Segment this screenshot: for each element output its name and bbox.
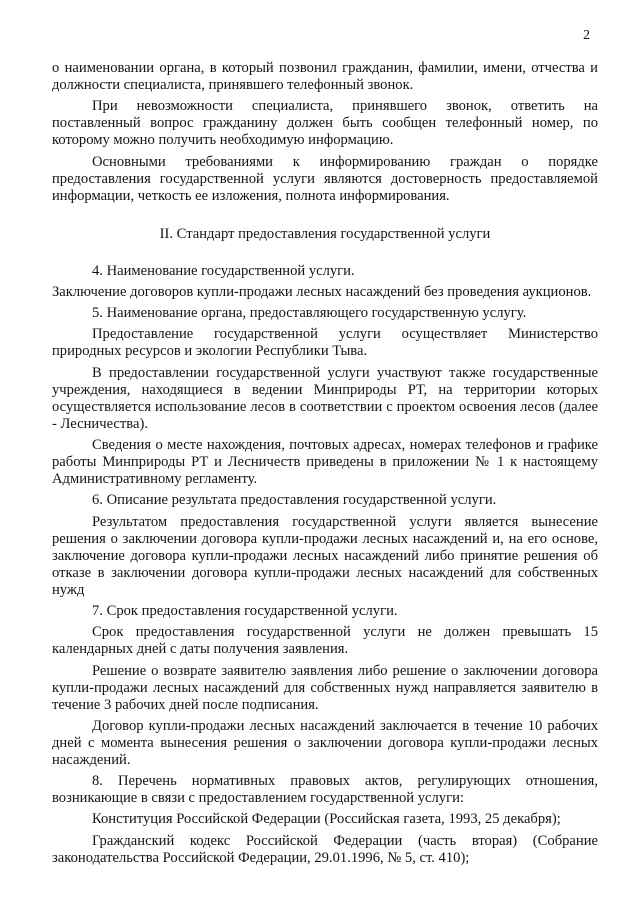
paragraph: Результатом предоставления государственной услуги является вынесение решения о заключении договора купли-продажи лесных насаждений и, на его основе, заключение договора купли-продажи лесных насаждений либо принятие решения об отказе в заключении договора купли-продажи лесных насаждений для собственных нужд <box>52 513 598 598</box>
paragraph: Конституция Российской Федерации (Российская газета, 1993, 25 декабря); <box>92 811 561 828</box>
paragraph: Решение о возврате заявителю заявления либо решение о заключении договора купли-продажи лесных насаждений для собственных нужд направляется заявителю в течение 3 рабочих дней после подписания. <box>52 662 598 713</box>
page-number: 2 <box>583 28 590 43</box>
paragraph: о наименовании органа, в который позвонил гражданин, фамилии, имени, отчества и должности специалиста, принявшего телефонный звонок. <box>52 60 598 93</box>
document-body <box>52 60 598 871</box>
paragraph: 6. Описание результата предоставления государственной услуги. <box>92 492 497 509</box>
paragraph: В предоставлении государственной услуги участвуют также государственные учреждения, находящиеся в ведении Минприроды РТ, на территории которых осуществляется использование лесов в соответствии с проектом освоения лесов (далее - Лесничества). <box>52 364 598 432</box>
paragraph: Договор купли-продажи лесных насаждений заключается в течение 10 рабочих дней с момента вынесения решения о заключении договора купли-продажи лесных насаждений. <box>52 717 598 768</box>
intro-paragraphs <box>52 60 598 205</box>
paragraph: Гражданский кодекс Российской Федерации (часть вторая) (Собрание законодательства Российской Федерации, 29.01.1996, № 5, ст. 410); <box>52 832 598 866</box>
paragraph: Срок предоставления государственной услуги не должен превышать 15 календарных дней с даты получения заявления. <box>52 624 598 658</box>
paragraph: Сведения о месте нахождения, почтовых адресах, номерах телефонов и графике работы Минприроды РТ и Лесничеств приведены в приложении № 1 к настоящему Административному регламенту. <box>52 437 598 488</box>
paragraph: Заключение договоров купли-продажи лесных насаждений без проведения аукционов. <box>52 283 592 300</box>
paragraph: При невозможности специалиста, принявшего звонок, ответить на поставленный вопрос гражданину должен быть сообщен телефонный номер, по которому можно получить необходимую информацию. <box>52 98 598 149</box>
paragraph: 5. Наименование органа, предоставляющего государственную услугу. <box>92 305 527 322</box>
section-heading: II. Стандарт предоставления государственной услуги <box>159 225 491 242</box>
standard-paragraphs <box>52 263 598 867</box>
paragraph: 4. Наименование государственной услуги. <box>92 262 355 279</box>
paragraph: 8. Перечень нормативных правовых актов, регулирующих отношения, возникающие в связи с предоставлением государственной услуги: <box>52 773 598 807</box>
paragraph: Основными требованиями к информированию граждан о порядке предоставления государственной услуги являются достоверность предоставляемой информации, четкость ее изложения, полнота информирования. <box>52 153 598 204</box>
paragraph: Предоставление государственной услуги осуществляет Министерство природных ресурсов и экологии Республики Тыва. <box>52 326 598 360</box>
paragraph: 7. Срок предоставления государственной услуги. <box>92 602 398 619</box>
